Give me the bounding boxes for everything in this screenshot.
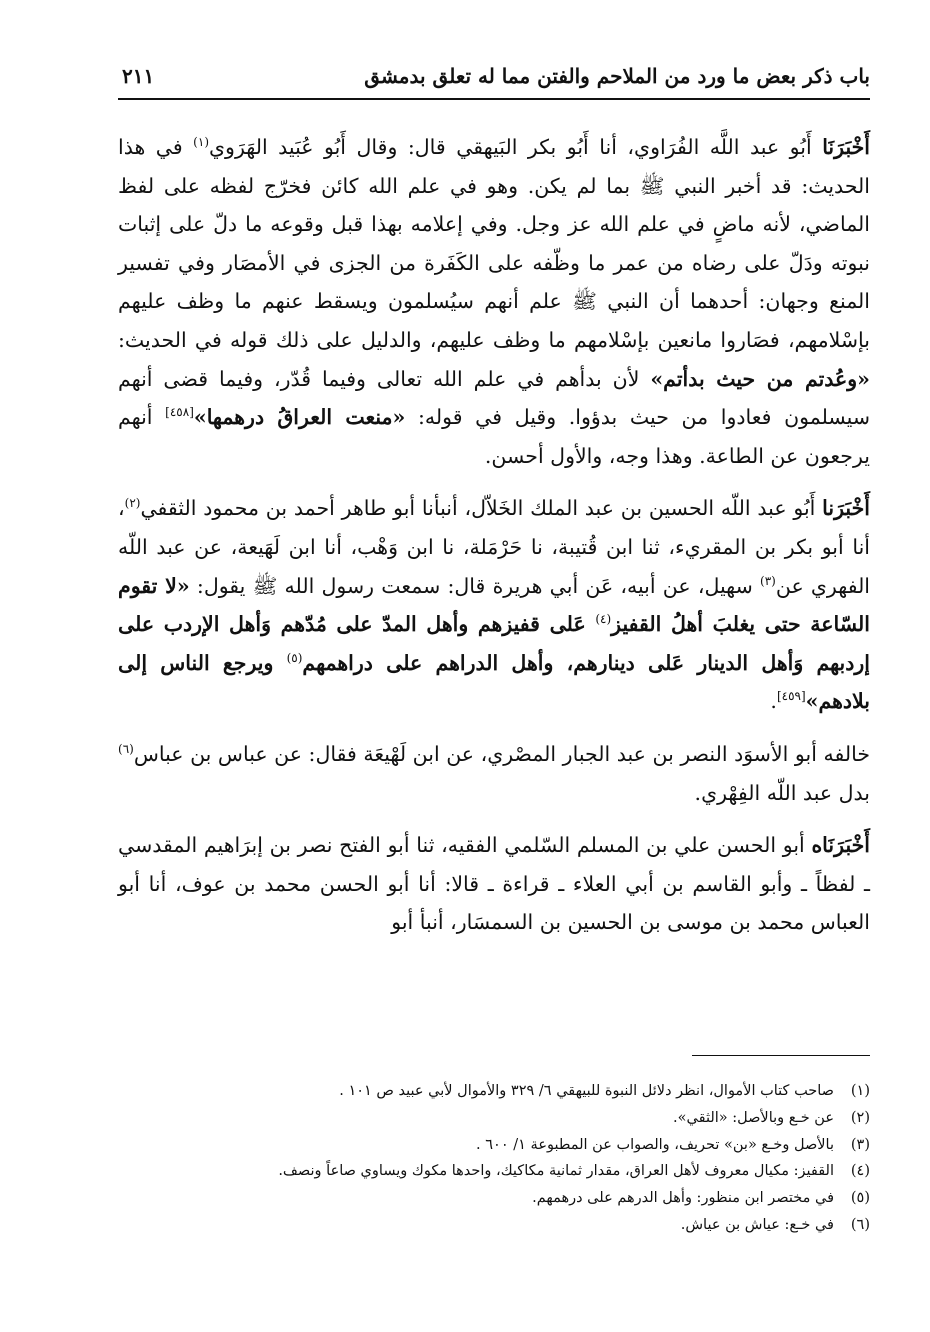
hadith-quote: «وعُدتم من حيث بدأتم» [650,366,870,391]
main-text [118,128,870,942]
header-rule [118,98,870,100]
chapter-title: باب ذكر بعض ما ورد من الملاحم والفتن مما له تعلق بدمشق [364,64,870,88]
running-header [118,58,870,92]
hadith-quote: ويرجع الناس إلى بلادهم» [118,650,870,714]
footnote-text: صاحب كتاب الأموال، انظر دلائل النبوة للبيهقي ٦/ ٣٢٩ والأموال لأبي عبيد ص ١٠١ . [339,1083,834,1099]
paragraph-text: أَبُو عبد اللَّه الفُرَاوي، أنا أَبُو بكر البَيهقي قال: وقال أَبُو عُبَيد الهَرَوي [209,135,823,159]
footnote-3 [118,1132,870,1159]
paragraph-text: سهيل، عن أبيه، عَن أبي هريرة قال: سمعت رسول الله ﷺ يقول: [189,573,761,598]
paragraph-2 [118,489,870,721]
paragraph-text: بدل عبد اللّه الفِهْري. [694,780,870,805]
footnote-ref: (٢) [124,496,141,511]
paragraph-text: . [770,689,777,714]
footnote-number: (٥) [850,1190,870,1207]
footnote-ref: (٥) [286,650,303,665]
paragraph-lead-word: أَخْبَرَنَا [822,135,871,159]
hadith-quote: «لا تقوم السّاعة حتى يغلبَ أهلُ القفيز [118,573,870,637]
hadith-quote: «منعت العراقُ درهمها» [193,405,406,430]
footnote-2 [118,1105,870,1132]
footnote-text: في خـع: عياش بن عياش. [680,1216,834,1233]
footnote-4 [118,1158,870,1185]
paragraph-text: خالفه أبو الأسوَد النصر بن عبد الجبار المصْري، عن ابن لَهْيعَة فقال: عن عباس بن عباس [133,741,870,766]
page-number: ٢١١ [122,64,155,88]
hadith-quote: عَلى قفيزهم وأهل المدّ على مُدّهم وَأهل الإردب على إردبهم وَأهل الدينار عَلى دينارهم، وأهل الدراهم على دراهمهم [118,612,870,675]
footnote-number: (٢) [850,1109,870,1126]
footnote-text: بالأصل وخـع «بن» تحريف، والصواب عن المطبوعة ١/ ٦٠٠ . [476,1136,834,1153]
paragraph-3 [118,735,870,812]
footnote-text: عن خـع وبالأصل: «الثقي». [673,1109,834,1126]
paragraph-text: في هذا الحديث: قد أخبر النبي ﷺ بما لم يكن. وهو في علم الله كائن فخرّج لفظه على لفظ الماضي، لأنه ماضٍ في علم الله عز وجل. وفي إعلامه بهذا قبل وقوعه ما دلّ على إثبات نبوته ودَلّ على رضاه من عمر ما وظّفه على الكَفَرة من الجزى في الأمصَار وفي تفسير المنع وجهان: أحدهما أن النبي ﷺ علم أنهم سيُسلمون ويسقط عنهم ما وظف عليهم بإسْلامهم، فصَاروا مانعين بإسْلامهم ما وظف عليهم، والدليل على ذلك قوله في الحديث: [118,135,870,352]
paragraph-text: أنهم يرجعون عن الطاعة. وهذا وجه، والأول أحسن. [118,405,870,468]
footnote-rule [692,1055,870,1056]
paragraph-4 [118,826,870,942]
footnote-5 [118,1185,870,1212]
paragraph-1 [118,128,870,475]
paragraph-text: أبو الحسن علي بن المسلم السّلمي الفقيه، ثنا أبو الفتح نصر بن إبرَاهيم المقدسي ـ لفظاً ـ وأبو القاسم بن أبي العلاء ـ قراءة ـ قالا: أنا أبو الحسن محمد بن عوف، أنا أبو العباس محمد بن موسى بن الحسين بن السمسَار، أنبأ أبو [118,833,870,935]
paragraph-text: أَبُو عبد اللّه الحسين بن عبد الملك الخَلاّل، أنبأنا أبو طاهر أحمد بن محمود الثقفي [140,496,823,521]
paragraph-lead-word: أَخْبَرَنَاه [811,833,870,858]
paragraph-lead-word: أَخْبَرَنا [822,496,870,521]
paragraph-text: ، أنا أبو بكر بن المقريء، ثنا ابن قُتيبة، نا حَرْمَلة، نا ابن وَهْب، أنا ابن لَهَيعة، عن عبد اللّه الفهري عن [118,496,871,598]
footnote-ref: (١) [193,135,209,150]
footnote-6 [118,1212,870,1239]
hadith-number-ref: [٤٥٩] [776,689,806,704]
paragraph-text: لأن بدأهم في علم الله تعالى وفيما قُدّر، وفيما قضى أنهم سيسلمون فعادوا من حيث بدؤوا. وقيل في قوله: [118,366,871,430]
hadith-number-ref: [٤٥٨] [165,405,194,420]
footnote-1 [118,1078,870,1105]
footnote-text: في مختصر ابن منظور: وأهل الدرهم على درهمهم. [532,1190,834,1207]
footnote-text: القفيز: مكيال معروف لأهل العراق، مقدار ثمانية مكاكيك، واحدها مكوك ويساوي صاعاً ونصف. [278,1163,834,1180]
footnote-ref: (٣) [760,573,776,588]
footnote-number: (٤) [850,1163,870,1180]
footnote-number: (٦) [850,1216,870,1233]
footnote-number: (٣) [850,1136,870,1153]
footnote-number: (١) [850,1083,870,1099]
footnotes [118,1078,870,1239]
footnote-ref: (٦) [118,742,134,757]
footnote-ref: (٤) [595,612,612,627]
